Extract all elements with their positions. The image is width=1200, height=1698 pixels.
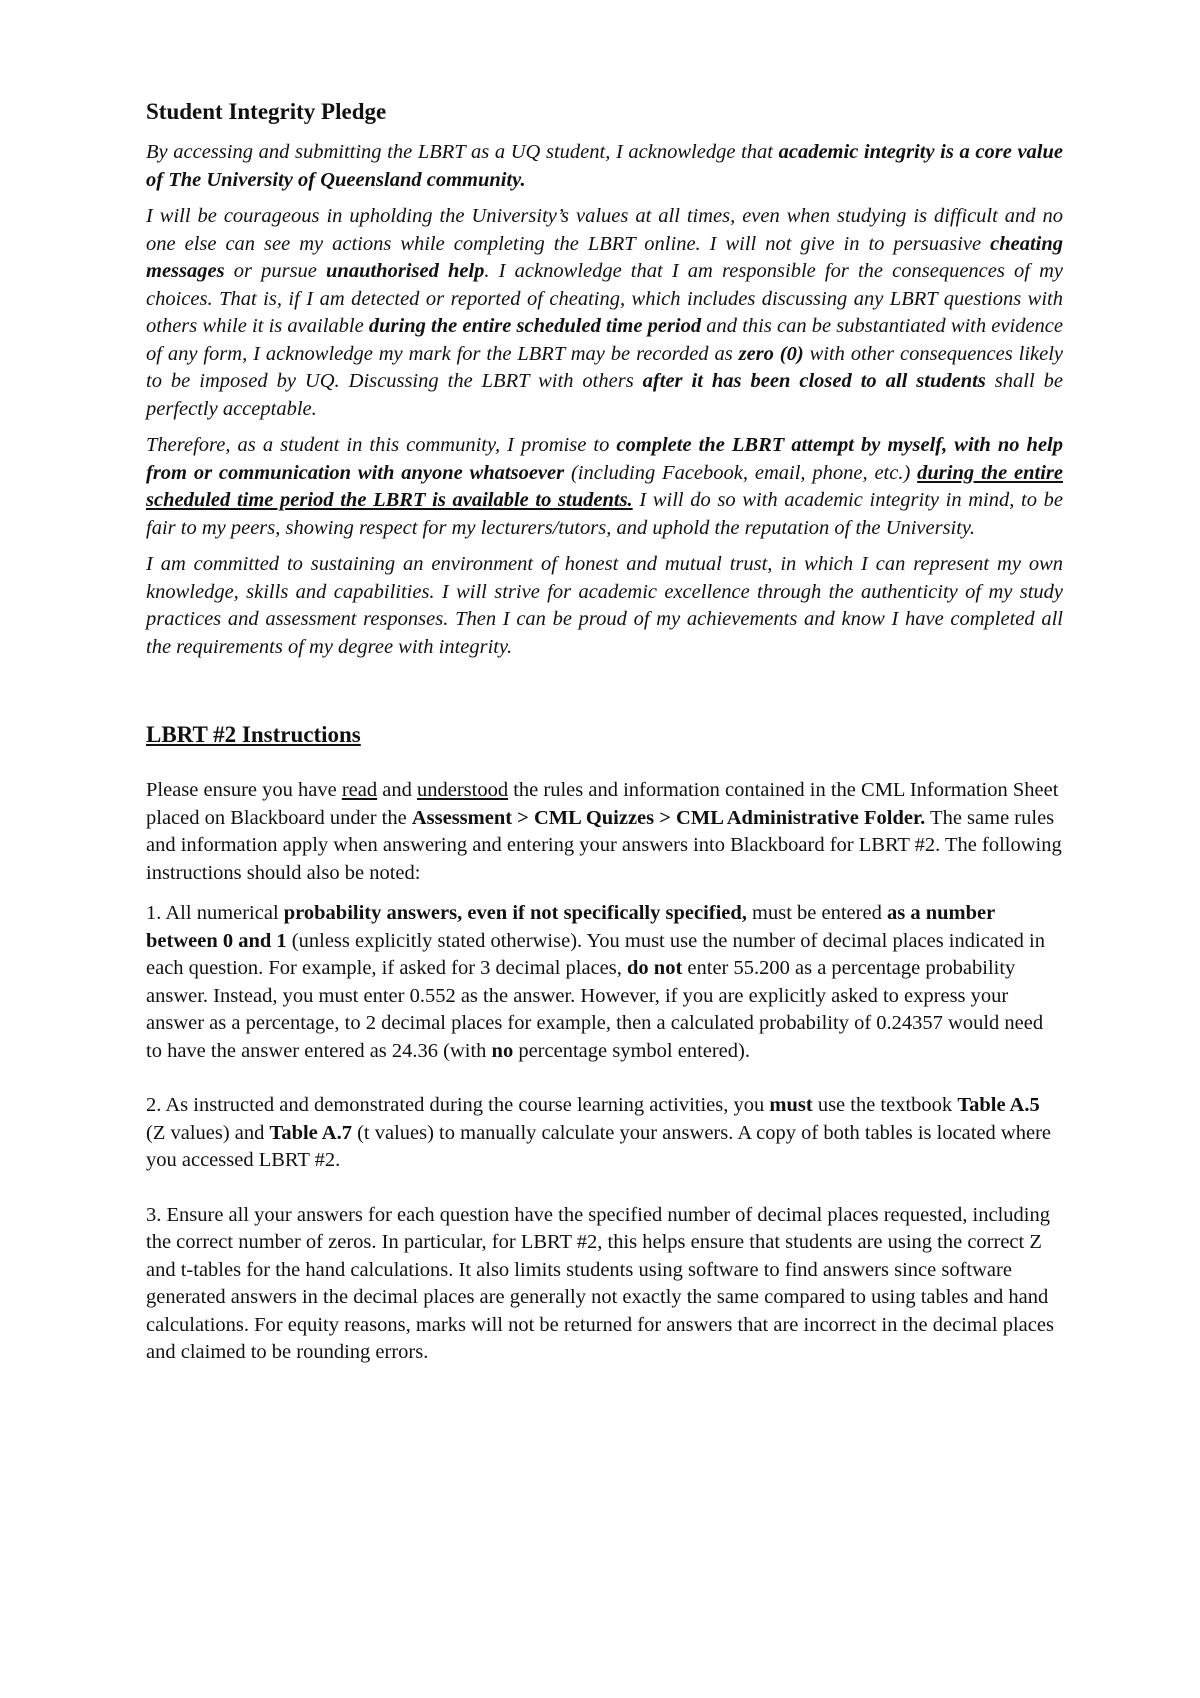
pledge-paragraph-1: By accessing and submitting the LBRT as a UQ student, I acknowledge that academic integrity is a core value of The University of Queensland community.	[146, 141, 1063, 191]
instruction-item-2: 2. As instructed and demonstrated during the course learning activities, you must use the textbook Table A.5 (Z values) and Table A.7 (t values) to manually calculate your answers. A copy of both tables is located where you accessed LBRT #2.	[146, 1094, 1052, 1171]
pledge-paragraph-3: Therefore, as a student in this community, I promise to complete the LBRT attempt by myself, with no help from or communication with anyone whatsoever (including Facebook, email, phone, etc.) during the entire scheduled time period the LBRT is available to students. I will do so with academic integrity in mind, to be fair to my peers, showing respect for my lecturers/tutors, and uphold the reputation of the University.	[146, 434, 1063, 539]
pledge-paragraph-4: I am committed to sustaining an environment of honest and mutual trust, in which I can represent my own knowledge, skills and capabilities. I will strive for academic excellence through the authenticity of my study practices and assessment responses. Then I can be proud of my achievements and know I have completed all the requirements of my degree with integrity.	[146, 553, 1063, 658]
instruction-item-1: 1. All numerical probability answers, even if not specifically specified, must be entered as a number between 0 and 1 (unless explicitly stated otherwise). You must use the number of decimal places indicated in each question. For example, if asked for 3 decimal places, do not enter 55.200 as a percentage probability answer. Instead, you must enter 0.552 as the answer. However, if you are explicitly asked to express your answer as a percentage, to 2 decimal places for example, then a calculated probability of 0.24357 would need to have the answer entered as 24.36 (with no percentage symbol entered).	[146, 902, 1046, 1062]
instruction-item-3: 3. Ensure all your answers for each question have the specified number of decimal places requested, including the correct number of zeros. In particular, for LBRT #2, this helps ensure that students are using the correct Z and t-tables for the hand calculations. It also limits students using software to find answers since software generated answers in the decimal places are generally not exactly the same compared to using tables and hand calculations. For equity reasons, marks will not be returned for answers that are incorrect in the decimal places and claimed to be rounding errors.	[146, 1203, 1054, 1363]
instructions-section	[146, 721, 1063, 1367]
instructions-title: LBRT #2 Instructions	[146, 722, 361, 747]
integrity-pledge-section	[146, 98, 1063, 661]
instructions-intro: Please ensure you have read and understood the rules and information contained in the CML Information Sheet placed on Blackboard under the Assessment > CML Quizzes > CML Administrative Folder. The same rules and information apply when answering and entering your answers into Blackboard for LBRT #2. The following instructions should also be noted:	[146, 779, 1062, 884]
pledge-title: Student Integrity Pledge	[146, 99, 387, 124]
pledge-paragraph-2: I will be courageous in upholding the University’s values at all times, even when studying is difficult and no one else can see my actions while completing the LBRT online. I will not give in to persuasive cheating messages or pursue unauthorised help. I acknowledge that I am responsible for the consequences of my choices. That is, if I am detected or reported of cheating, which includes discussing any LBRT questions with others while it is available during the entire scheduled time period and this can be substantiated with evidence of any form, I acknowledge my mark for the LBRT may be recorded as zero (0) with other consequences likely to be imposed by UQ. Discussing the LBRT with others after it has been closed to all students shall be perfectly acceptable.	[146, 205, 1064, 420]
